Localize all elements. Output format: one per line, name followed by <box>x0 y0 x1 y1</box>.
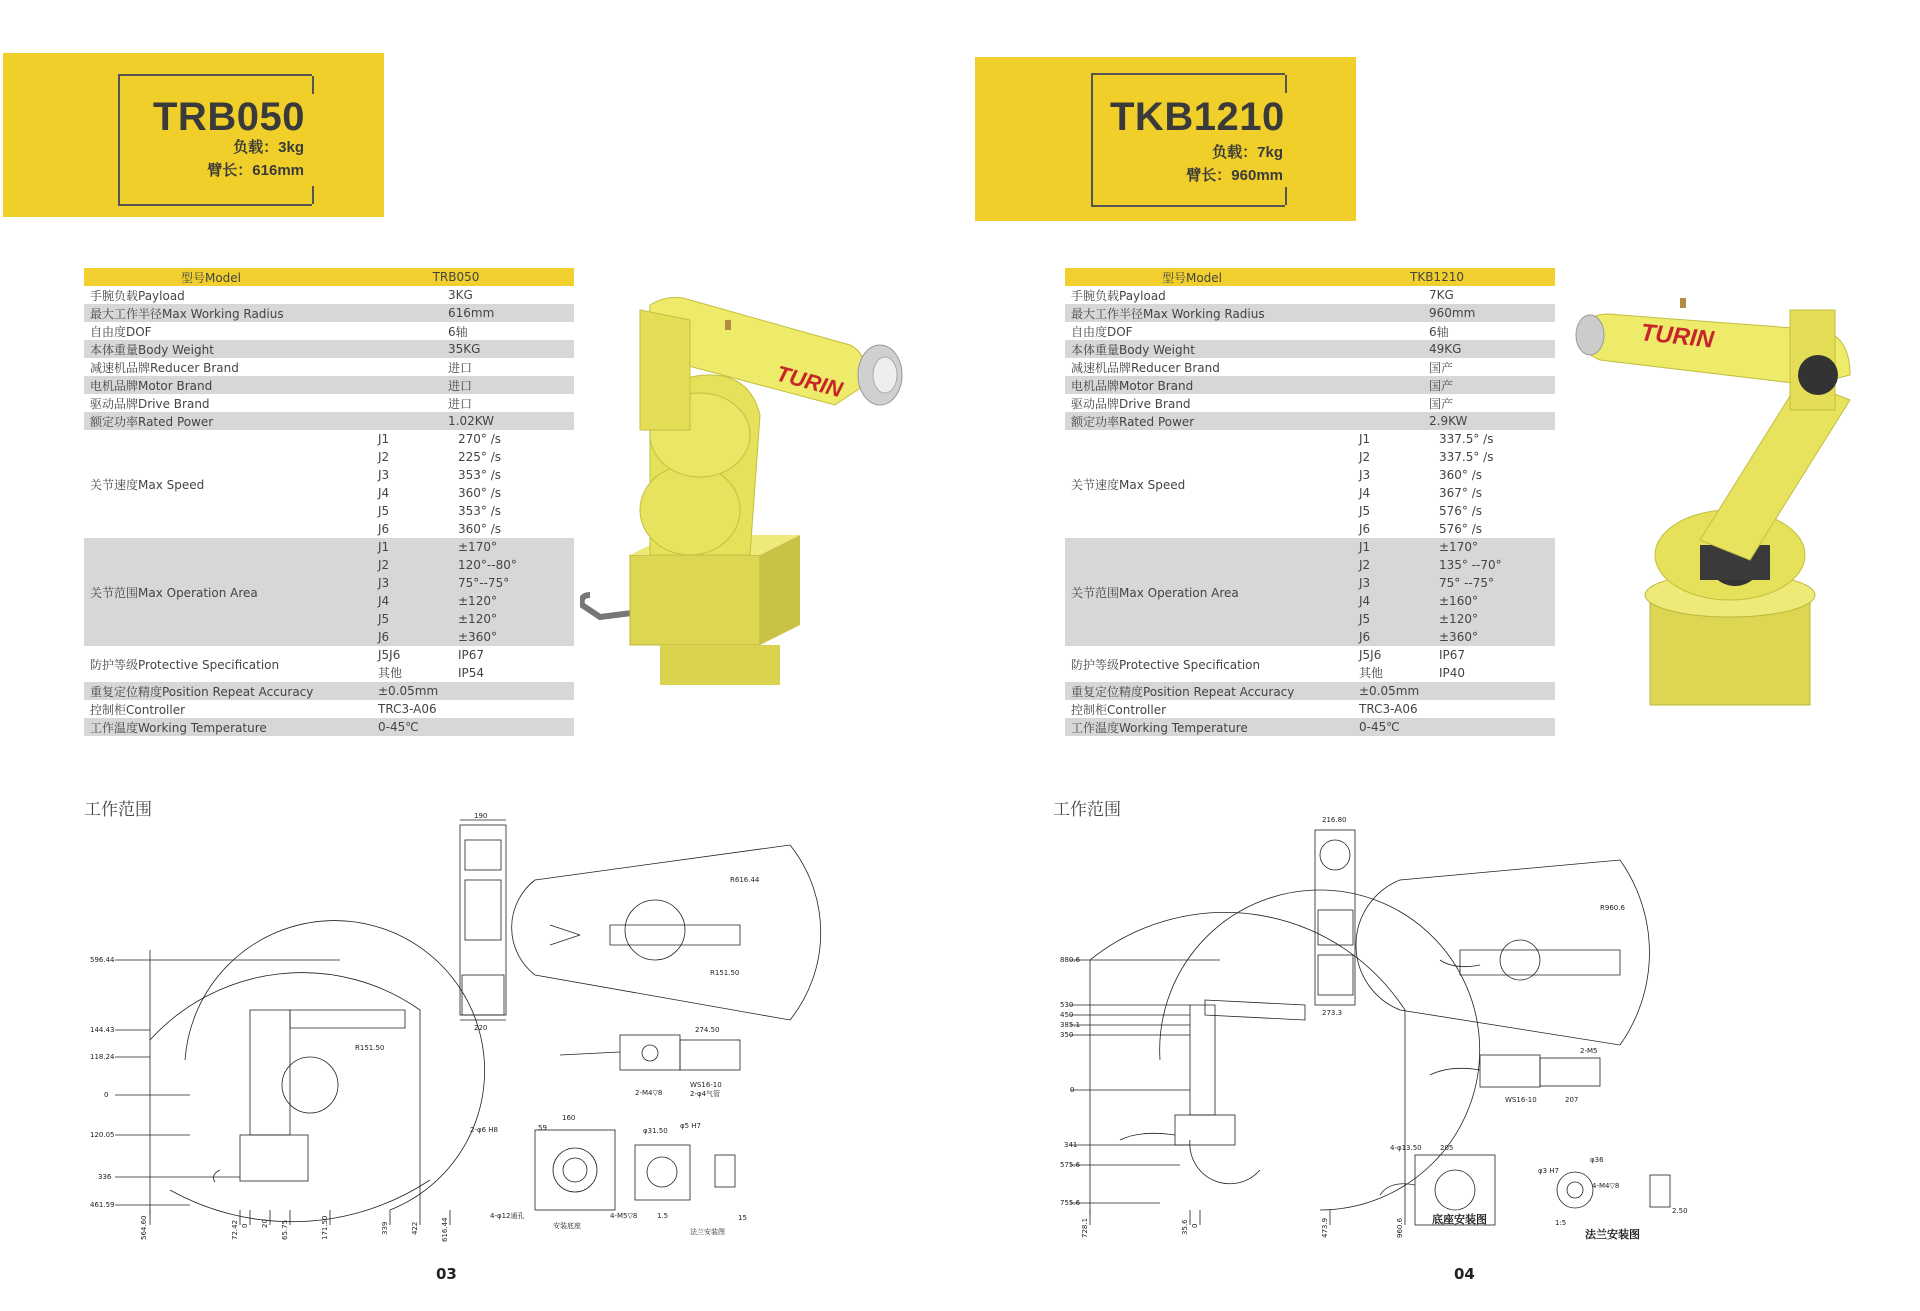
workspace-drawing <box>90 810 920 1250</box>
dim-label: 15 <box>738 1214 747 1222</box>
dim-label: 530 <box>1060 1001 1074 1009</box>
dim-label: 118.24 <box>90 1053 115 1061</box>
reach-label: 臂长：616mm <box>207 162 304 179</box>
table-row: 驱动品牌Drive Brand 国产 <box>1071 396 1454 411</box>
dim-label: 35.6 <box>1181 1219 1189 1235</box>
area-row: 关节范围Max Operation Area J1 ±170° J2 120°--80° J3 75°--75° J4 ±120° J5 ±120° J6 ±360° <box>84 538 574 646</box>
table-row: 手腕负载Payload 3KG <box>90 288 473 303</box>
dim-label: 2.50 <box>1672 1207 1688 1215</box>
dim-label: 274.50 <box>695 1026 720 1034</box>
dim-label: 728.1 <box>1081 1217 1089 1238</box>
dim-label: 144.43 <box>90 1026 115 1034</box>
dim-label: R960.6 <box>1600 904 1625 912</box>
reach-label: 臂长：960mm <box>1186 167 1283 184</box>
dim-label: 120.05 <box>90 1131 115 1139</box>
dim-label: 171.50 <box>321 1215 329 1240</box>
dim-label: 616.44 <box>441 1217 449 1242</box>
table-row: 自由度DOF 6轴 <box>90 324 468 339</box>
model-banner <box>975 57 1356 221</box>
table-row: 本体重量Body Weight 35KG <box>84 340 574 358</box>
robot-image <box>1560 290 1900 720</box>
dim-label: 564.60 <box>140 1215 148 1240</box>
dim-label: R616.44 <box>730 876 760 884</box>
dim-label: 4-φ13.50 <box>1390 1144 1422 1152</box>
dim-label: 960.6 <box>1396 1217 1404 1238</box>
dim-label: 473.9 <box>1321 1217 1329 1238</box>
table-row: 自由度DOF 6轴 <box>1071 324 1449 339</box>
model-name: TRB050 <box>153 95 305 139</box>
dim-label: 4-M5▽8 <box>610 1212 638 1220</box>
dim-label: 0 <box>104 1091 109 1099</box>
banner-frame <box>1091 73 1285 207</box>
dim-label: 450 <box>1060 1011 1074 1019</box>
dim-label: 20 <box>261 1219 269 1228</box>
table-row: 减速机品牌Reducer Brand 进口 <box>90 360 473 375</box>
section-title: 工作范围 <box>1053 800 1121 820</box>
workspace-drawing <box>1060 810 1900 1250</box>
dim-label: 575.6 <box>1060 1161 1081 1169</box>
drawing-caption: 法兰安装图 <box>690 1228 725 1236</box>
dim-label: φ36 <box>1590 1156 1604 1164</box>
speed-row: 关节速度Max Speed J1 270° /s J2 225° /s J3 353° /s J4 360° /s J5 353° /s J6 360° /s <box>90 432 502 536</box>
dim-label: R151.50 <box>355 1044 385 1052</box>
protect-row: 防护等级Protective Specification J5J6 IP67 其他 IP40 <box>1071 648 1466 680</box>
dim-label: 461.59 <box>90 1201 115 1209</box>
dim-label: 422 <box>411 1221 419 1235</box>
right-page <box>960 0 1920 1311</box>
dim-label: 160 <box>562 1114 576 1122</box>
dim-label: 596.44 <box>90 956 115 964</box>
robot-logo: TURIN <box>1639 319 1716 354</box>
table-row: 重复定位精度Position Repeat Accuracy ±0.05mm <box>1065 682 1555 700</box>
dim-label: 2-M4▽8 <box>635 1089 663 1097</box>
table-row: 重复定位精度Position Repeat Accuracy ±0.05mm <box>84 682 574 700</box>
section-title: 工作范围 <box>84 800 152 820</box>
table-row: 工作温度Working Temperature 0-45℃ <box>1065 718 1555 736</box>
spec-table <box>1065 268 1555 736</box>
robot-logo: TURIN <box>773 360 846 403</box>
dim-label: 65.75 <box>281 1219 289 1240</box>
dim-label: 336 <box>98 1173 112 1181</box>
table-row: 额定功率Rated Power 2.9KW <box>1065 412 1555 430</box>
table-row: 本体重量Body Weight 49KG <box>1065 340 1555 358</box>
payload-label: 负载：7kg <box>1212 144 1283 161</box>
area-row: 关节范围Max Operation Area J1 ±170° J2 135° --70° J3 75° --75° J4 ±160° J5 ±120° J6 ±360° <box>1065 538 1555 646</box>
dim-label: 2-M5 <box>1580 1047 1598 1055</box>
table-row: 电机品牌Motor Brand 国产 <box>1065 376 1555 394</box>
table-row: 最大工作半径Max Working Radius 960mm <box>1065 304 1555 322</box>
dim-label: 350 <box>1060 1031 1074 1039</box>
page-number: 04 <box>1454 1265 1475 1283</box>
dim-label: 2-φ4气管 <box>690 1090 721 1098</box>
dim-label: 4-φ12通孔 <box>490 1212 525 1220</box>
dim-label: 207 <box>1565 1096 1579 1104</box>
protect-row: 防护等级Protective Specification J5J6 IP67 其他 IP54 <box>90 648 485 680</box>
drawing-caption: 安装底座 <box>553 1222 581 1230</box>
dim-label: 0 <box>1191 1223 1199 1228</box>
dim-label: φ31.50 <box>643 1127 668 1135</box>
table-row: 额定功率Rated Power 1.02KW <box>84 412 574 430</box>
dim-label: 4-M4▽8 <box>1592 1182 1620 1190</box>
table-row: 最大工作半径Max Working Radius 616mm <box>84 304 574 322</box>
dim-label: 205 <box>1440 1144 1454 1152</box>
dim-label: 0 <box>1070 1086 1075 1094</box>
table-row: 控制柜Controller TRC3-A06 <box>90 702 437 717</box>
table-row: 电机品牌Motor Brand 进口 <box>84 376 574 394</box>
dim-label: 72.42 <box>231 1219 239 1240</box>
model-banner <box>3 53 384 217</box>
page-number: 03 <box>436 1265 457 1283</box>
dim-label: 1.5 <box>657 1212 669 1220</box>
dim-label: 880.6 <box>1060 956 1081 964</box>
dim-label: 385.1 <box>1060 1021 1081 1029</box>
dim-label: R151.50 <box>710 969 740 977</box>
dim-label: 0 <box>241 1223 249 1228</box>
table-row: 减速机品牌Reducer Brand 国产 <box>1071 360 1454 375</box>
model-name: TKB1210 <box>1110 95 1285 139</box>
dim-label: 216.80 <box>1322 816 1347 824</box>
table-header: 型号Model TRB050 <box>84 268 574 286</box>
robot-image <box>580 295 930 710</box>
table-row: 手腕负载Payload 7KG <box>1071 288 1454 303</box>
dim-label: 755.6 <box>1060 1199 1081 1207</box>
dim-label: 59 <box>538 1124 547 1132</box>
dim-label: 273.3 <box>1322 1009 1343 1017</box>
dim-label: 1:5 <box>1555 1219 1567 1227</box>
dim-label: 190 <box>474 812 488 820</box>
table-row: 控制柜Controller TRC3-A06 <box>1071 702 1418 717</box>
dim-label: φ3 H7 <box>1538 1167 1560 1175</box>
dim-label: 2-φ6 H8 <box>470 1126 498 1134</box>
payload-label: 负载：3kg <box>233 139 304 156</box>
drawing-caption: 法兰安装图 <box>1585 1228 1640 1241</box>
dim-label: WS16-10 <box>1505 1096 1537 1104</box>
speed-row: 关节速度Max Speed J1 337.5° /s J2 337.5° /s J3 360° /s J4 367° /s J5 576° /s J6 576° /s <box>1071 432 1494 536</box>
dim-label: WS16-10 <box>690 1081 722 1089</box>
dim-label: φ5 H7 <box>680 1122 702 1130</box>
spec-table <box>84 268 574 736</box>
dim-label: 339 <box>381 1221 389 1235</box>
table-row: 驱动品牌Drive Brand 进口 <box>90 396 473 411</box>
table-row: 工作温度Working Temperature 0-45℃ <box>84 718 574 736</box>
table-header: 型号Model TKB1210 <box>1065 268 1555 286</box>
dim-label: 341 <box>1064 1141 1078 1149</box>
drawing-caption: 底座安装图 <box>1432 1213 1487 1226</box>
dim-label: 220 <box>474 1024 488 1032</box>
